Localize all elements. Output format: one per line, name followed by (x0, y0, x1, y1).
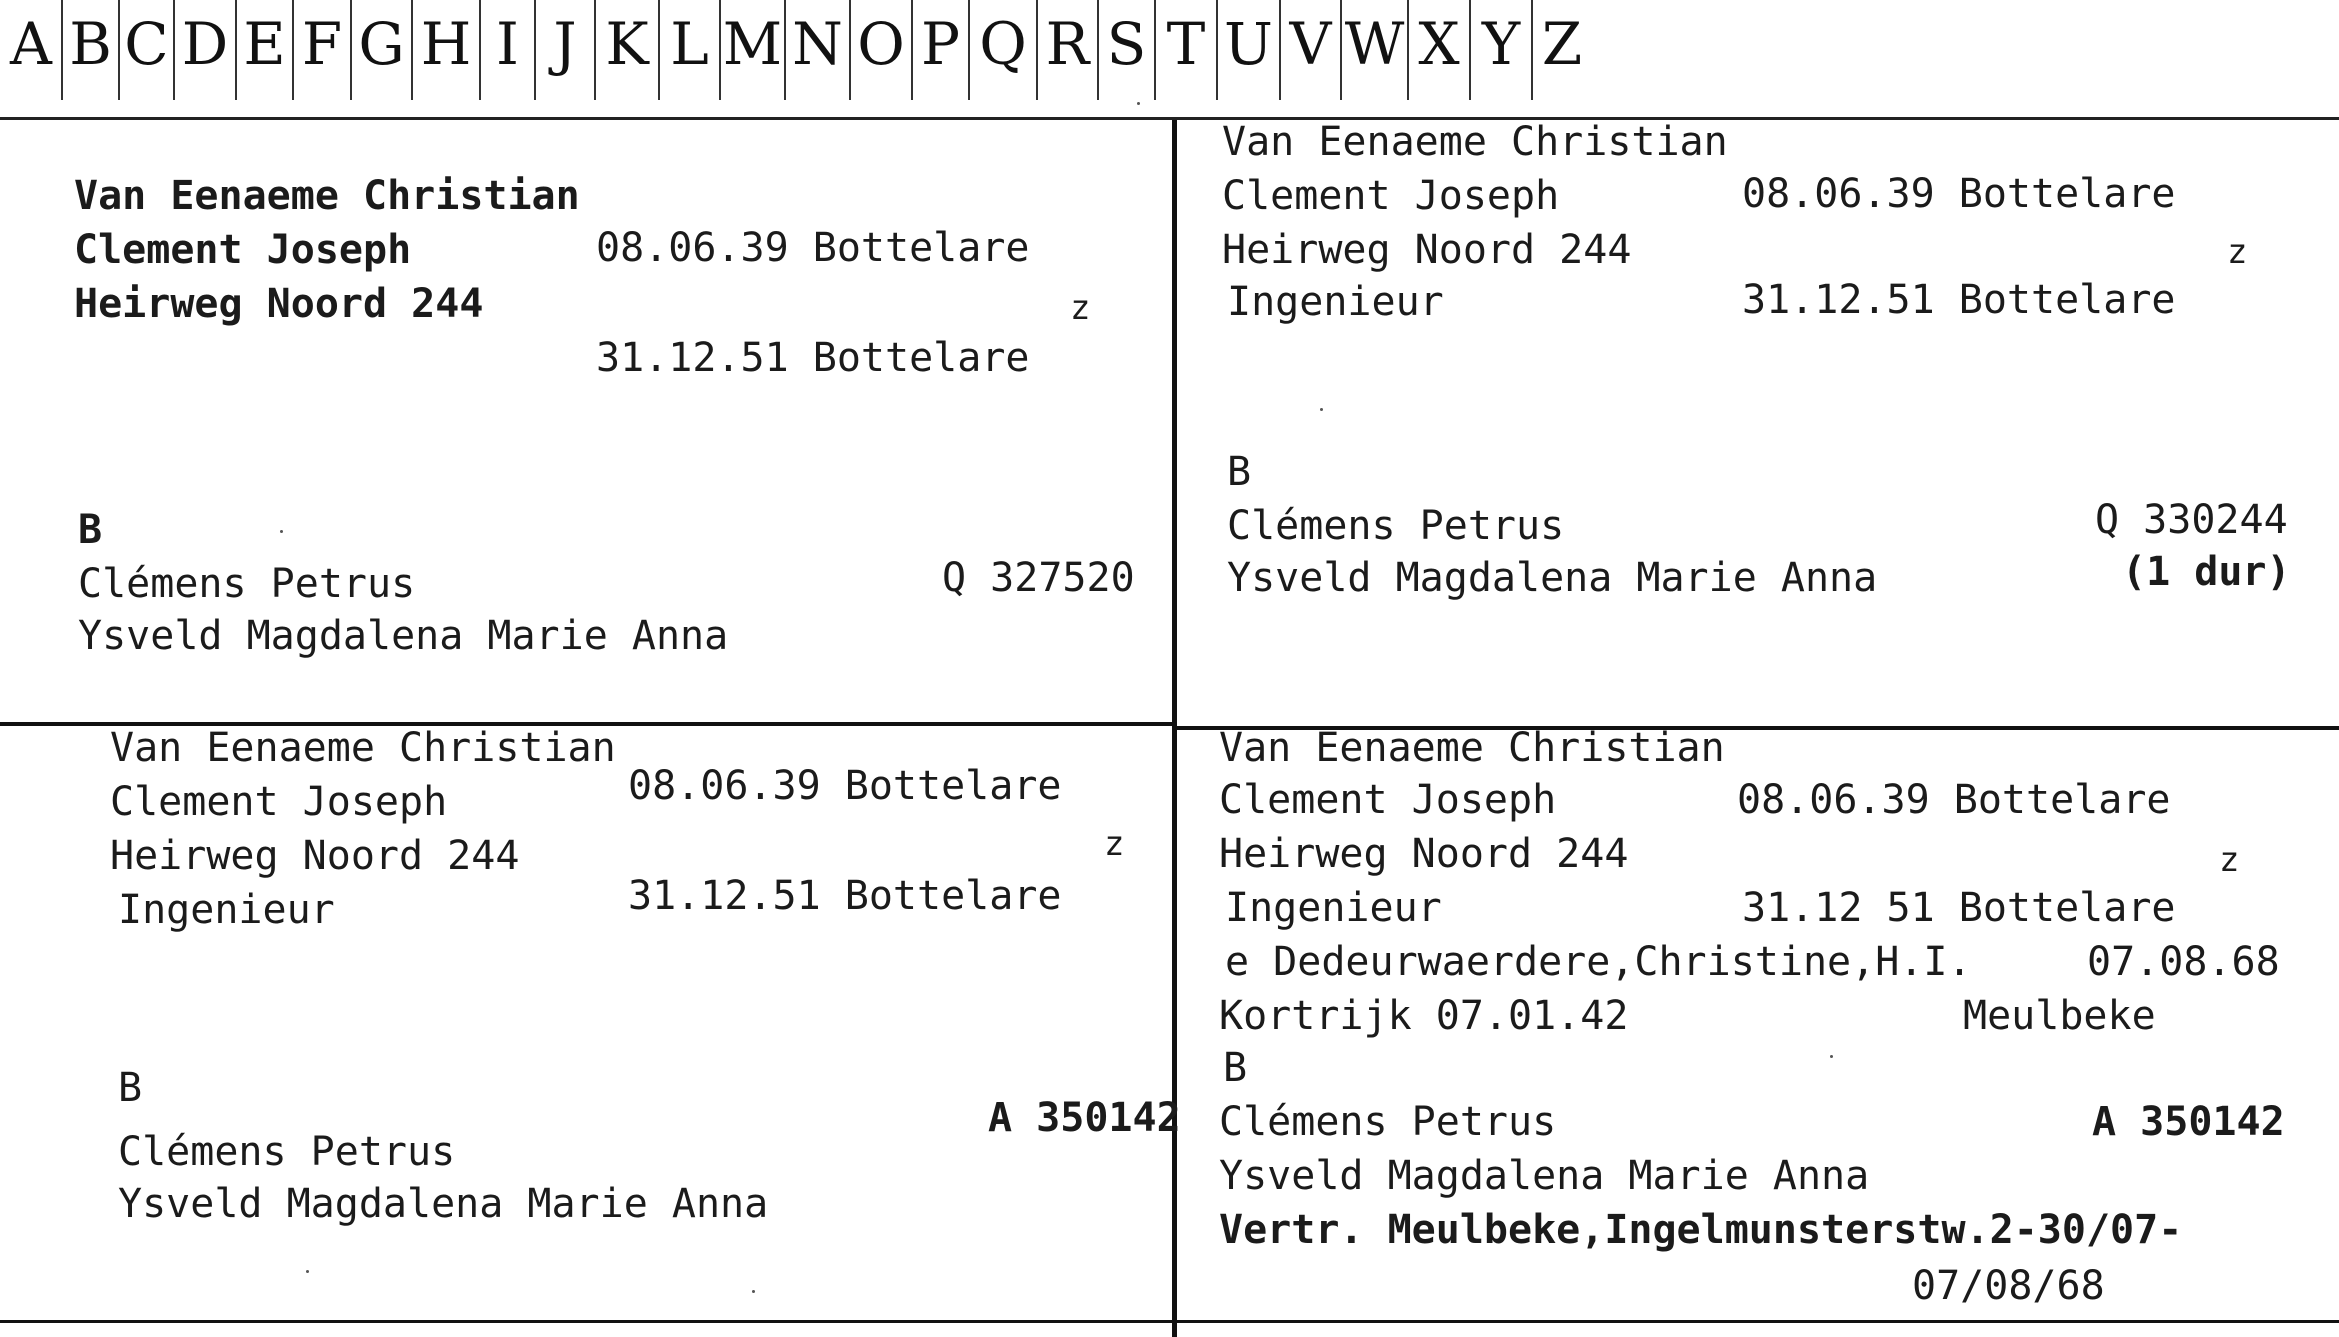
card-given-names: Clement Joseph (74, 227, 412, 273)
card-mother: Ysveld Magdalena Marie Anna (78, 613, 729, 659)
scan-speck (1137, 102, 1140, 105)
card-occupation: Ingenieur (1227, 279, 1444, 325)
alpha-letter-a: A (0, 0, 62, 117)
alpha-letter-y: Y (1470, 0, 1532, 117)
card-birth: 08.06.39 Bottelare (1742, 171, 2176, 217)
alpha-letter-b: B (62, 0, 119, 117)
card-mark: z (1104, 824, 1125, 864)
card-category: B (118, 1065, 143, 1111)
card-category: B (78, 507, 103, 553)
alpha-letter-x: X (1408, 0, 1470, 117)
alpha-letter-d: D (174, 0, 236, 117)
card-address: Heirweg Noord 244 (1222, 227, 1632, 273)
card-spouse: e Dedeurwaerdere,Christine,H.I. (1225, 939, 1972, 985)
alpha-letter-o: O (850, 0, 912, 117)
card-reference: A 350142 (2092, 1099, 2285, 1145)
card-father: Clémens Petrus (1219, 1099, 1557, 1145)
card-given-names: Clement Joseph (1222, 173, 1560, 219)
card-mark: z (2219, 840, 2240, 880)
card-mark: z (1070, 288, 1091, 328)
card-divider-bottom-left (0, 1320, 1172, 1323)
card-departure-date: 07/08/68 (1912, 1263, 2105, 1309)
alpha-letter-f: F (293, 0, 351, 117)
card-record: 31.12 51 Bottelare (1742, 885, 2176, 931)
card-address: Heirweg Noord 244 (1219, 831, 1629, 877)
card-mother: Ysveld Magdalena Marie Anna (1227, 555, 1878, 601)
alpha-letter-j: J (535, 0, 595, 117)
scan-speck (752, 1290, 755, 1293)
card-father: Clémens Petrus (118, 1129, 456, 1175)
alpha-letter-q: Q (969, 0, 1037, 117)
alphabet-index-bar (0, 0, 2339, 120)
alpha-letter-n: N (785, 0, 850, 117)
card-divider-bottom-right (1177, 1320, 2339, 1323)
card-reference: Q 330244 (2095, 497, 2288, 543)
alpha-letter-c: C (119, 0, 174, 117)
index-card-top-right (1177, 120, 2339, 726)
card-address: Heirweg Noord 244 (110, 833, 520, 879)
card-note: (1 dur) (2122, 549, 2291, 595)
scan-speck (1830, 1055, 1833, 1058)
card-record: 31.12.51 Bottelare (1742, 277, 2176, 323)
card-surname: Van Eenaeme Christian (1222, 119, 1728, 165)
card-spouse-birth: Kortrijk 07.01.42 (1219, 993, 1629, 1039)
card-marriage-date: 07.08.68 (2087, 939, 2280, 985)
alpha-letter-h: H (412, 0, 480, 117)
alpha-letter-m: M (720, 0, 785, 117)
scan-speck (1320, 408, 1323, 411)
alpha-letter-w: W (1341, 0, 1408, 117)
card-occupation: Ingenieur (118, 887, 335, 933)
card-category: B (1227, 449, 1252, 495)
alpha-letter-t: T (1155, 0, 1217, 117)
card-occupation: Ingenieur (1225, 885, 1442, 931)
card-record: 31.12.51 Bottelare (596, 335, 1030, 381)
card-reference: Q 327520 (942, 555, 1135, 601)
alpha-letter-z: Z (1541, 10, 1583, 78)
card-address: Heirweg Noord 244 (74, 281, 484, 327)
index-card-bottom-left (0, 725, 1181, 1320)
card-surname: Van Eenaeme Christian (110, 725, 616, 771)
card-marriage-place: Meulbeke (1963, 993, 2156, 1039)
card-reference: A 350142 (988, 1095, 1181, 1141)
card-departure: Vertr. Meulbeke,Ingelmunsterstw.2-30/07- (1219, 1207, 2183, 1253)
card-mark: z (2227, 232, 2248, 272)
index-card-top-left (0, 120, 1172, 722)
alpha-letter-r: R (1037, 0, 1098, 117)
index-card-bottom-right (1177, 726, 2339, 1320)
card-surname: Van Eenaeme Christian (1219, 725, 1725, 771)
alpha-letter-e: E (236, 0, 293, 117)
alpha-letter-p: P (912, 0, 969, 117)
card-father: Clémens Petrus (78, 561, 416, 607)
alpha-letter-v: V (1280, 0, 1341, 117)
card-mother: Ysveld Magdalena Marie Anna (118, 1181, 769, 1227)
alpha-letter-s: S (1098, 0, 1155, 117)
card-record: 31.12.51 Bottelare (628, 873, 1062, 919)
scan-speck (280, 530, 283, 533)
card-mother: Ysveld Magdalena Marie Anna (1219, 1153, 1870, 1199)
card-surname: Van Eenaeme Christian (74, 173, 580, 219)
card-birth: 08.06.39 Bottelare (628, 763, 1062, 809)
card-father: Clémens Petrus (1227, 503, 1565, 549)
alpha-letter-k: K (595, 0, 659, 117)
alpha-letter-l: L (659, 0, 720, 117)
card-birth: 08.06.39 Bottelare (1737, 777, 2171, 823)
card-category: B (1223, 1045, 1248, 1091)
alpha-letter-g: G (351, 0, 412, 117)
card-given-names: Clement Joseph (1219, 777, 1557, 823)
card-birth: 08.06.39 Bottelare (596, 225, 1030, 271)
alpha-letter-i: I (480, 0, 535, 117)
scan-speck (306, 1270, 309, 1273)
card-given-names: Clement Joseph (110, 779, 448, 825)
alpha-letter-u: U (1217, 0, 1280, 117)
